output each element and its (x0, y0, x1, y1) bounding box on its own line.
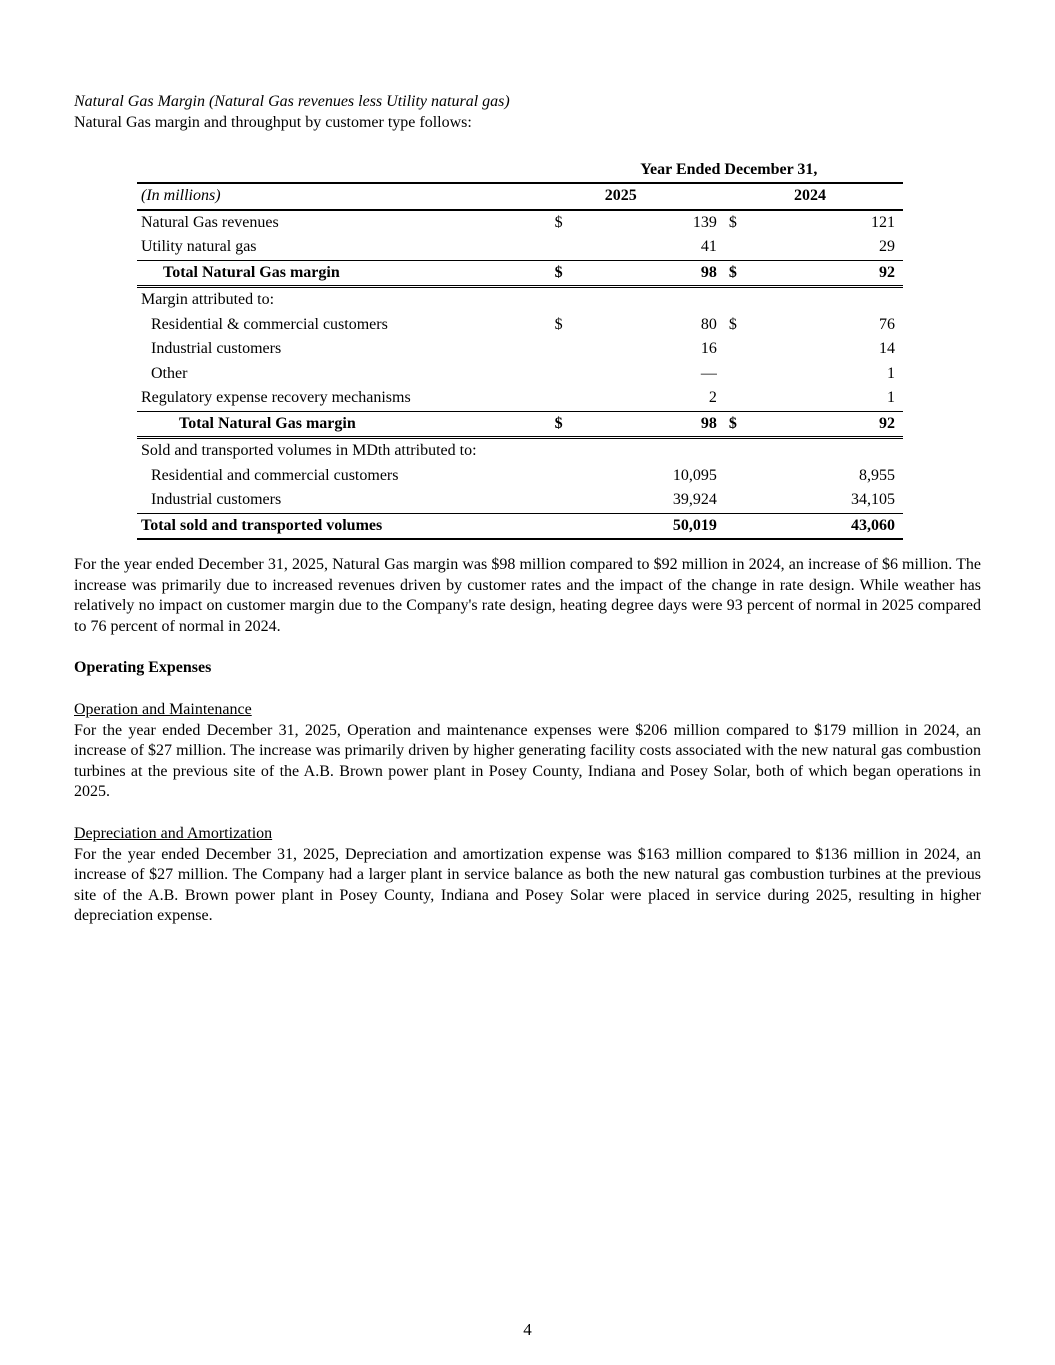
dollar-sign: $ (717, 411, 775, 438)
da-heading: Depreciation and Amortization (74, 825, 273, 842)
dollar-sign: $ (728, 315, 737, 333)
om-paragraph: For the year ended December 31, 2025, Operation and maintenance expenses were $206 million compared to $179 million in 2024, an increase of $27 million. The increase was primarily driven by higher generating facility costs associated with the new natural gas combustion turbines at the previous site of the A.B. Brown power plant in Posey County, Indiana and Posey Solar, both of which began operations in 2025. (74, 721, 981, 800)
table-row (137, 362, 903, 387)
dollar-sign: $ (555, 411, 601, 438)
value-2025: 98 (601, 260, 717, 287)
table-total-row (137, 411, 903, 438)
value-2024: 8,955 (859, 466, 895, 484)
value-2025: — (700, 364, 717, 382)
row-label: Total Natural Gas margin (137, 411, 555, 438)
dollar-sign: $ (717, 260, 775, 287)
da-paragraph: For the year ended December 31, 2025, Depreciation and amortization expense was $163 million compared to $136 million in 2024, an increase of $27 million. The Company had a larger plant in service balance as both the new natural gas combustion turbines at the previous site of the A.B. Brown power plant in Posey County, Indiana and Posey Solar were placed in service during 2025, resulting in higher depreciation expense. (74, 845, 981, 924)
row-label: Sold and transported volumes in MDth attributed to: (141, 442, 477, 460)
operating-expenses-heading: Operating Expenses (74, 659, 212, 676)
dollar-sign: $ (728, 213, 737, 231)
table-total-row (137, 513, 903, 539)
value-2025: 2 (708, 389, 717, 407)
value-2024: 92 (775, 260, 903, 287)
table-row (137, 210, 903, 236)
section-title: Natural Gas Margin (Natural Gas revenues less Utility natural gas) (74, 93, 510, 110)
value-2024: 76 (879, 315, 895, 333)
column-header-2025: 2025 (555, 183, 717, 210)
row-label: Residential and commercial customers (151, 466, 399, 484)
table-row (137, 235, 903, 260)
value-2024: 1 (887, 364, 895, 382)
row-label: Other (151, 364, 188, 382)
value-2025: 80 (700, 315, 717, 333)
value-2024: 1 (887, 389, 895, 407)
row-label: Total sold and transported volumes (137, 513, 555, 539)
om-section (74, 700, 981, 803)
margin-discussion-paragraph: For the year ended December 31, 2025, Natural Gas margin was $98 million compared to $92 million in 2024, an increase of $6 million. The increase was primarily due to increased revenues driven by customer rates and the impact of the change in rate design. While weather has relatively no impact on customer margin due to the Company's rate design, heating degree days were 93 percent of normal in 2025 compared to 76 percent of normal in 2024. (74, 556, 981, 635)
dollar-sign: $ (554, 315, 563, 333)
value-2024: 14 (879, 340, 895, 358)
value-2024: 43,060 (775, 513, 903, 539)
da-section (74, 824, 981, 927)
page-number: 4 (523, 1320, 532, 1339)
table-row (137, 464, 903, 489)
table-subheader-row (137, 438, 903, 464)
table-total-row (137, 260, 903, 287)
value-2025: 41 (700, 238, 717, 256)
table-period-header-row (137, 158, 903, 183)
row-label: Regulatory expense recovery mechanisms (141, 389, 411, 407)
value-2024: 34,105 (851, 491, 895, 509)
table-subheader-row (137, 287, 903, 313)
row-label: Industrial customers (151, 491, 282, 509)
section-intro (74, 92, 981, 133)
period-header: Year Ended December 31, (640, 161, 818, 178)
column-header-2024: 2024 (717, 183, 903, 210)
table-row (137, 386, 903, 411)
row-label: Total Natural Gas margin (137, 260, 555, 287)
natural-gas-margin-table (137, 158, 903, 540)
dollar-sign: $ (555, 260, 601, 287)
table-column-header-row (137, 183, 903, 210)
value-2024: 29 (879, 238, 895, 256)
value-2024: 92 (775, 411, 903, 438)
value-2025: 50,019 (601, 513, 717, 539)
row-label: Utility natural gas (141, 238, 257, 256)
value-2025: 139 (692, 213, 717, 231)
unit-label: (In millions) (137, 183, 555, 210)
table-row (137, 337, 903, 362)
section-intro-text: Natural Gas margin and throughput by customer type follows: (74, 113, 472, 131)
value-2025: 16 (700, 340, 717, 358)
row-label: Industrial customers (151, 340, 282, 358)
om-heading: Operation and Maintenance (74, 701, 252, 718)
row-label: Natural Gas revenues (141, 213, 279, 231)
value-2025: 98 (601, 411, 717, 438)
value-2024: 121 (871, 213, 895, 231)
table-row (137, 313, 903, 338)
value-2025: 39,924 (672, 491, 717, 509)
value-2025: 10,095 (672, 466, 717, 484)
table-row (137, 488, 903, 513)
row-label: Residential & commercial customers (151, 315, 388, 333)
dollar-sign: $ (554, 213, 563, 231)
row-label: Margin attributed to: (141, 291, 275, 309)
